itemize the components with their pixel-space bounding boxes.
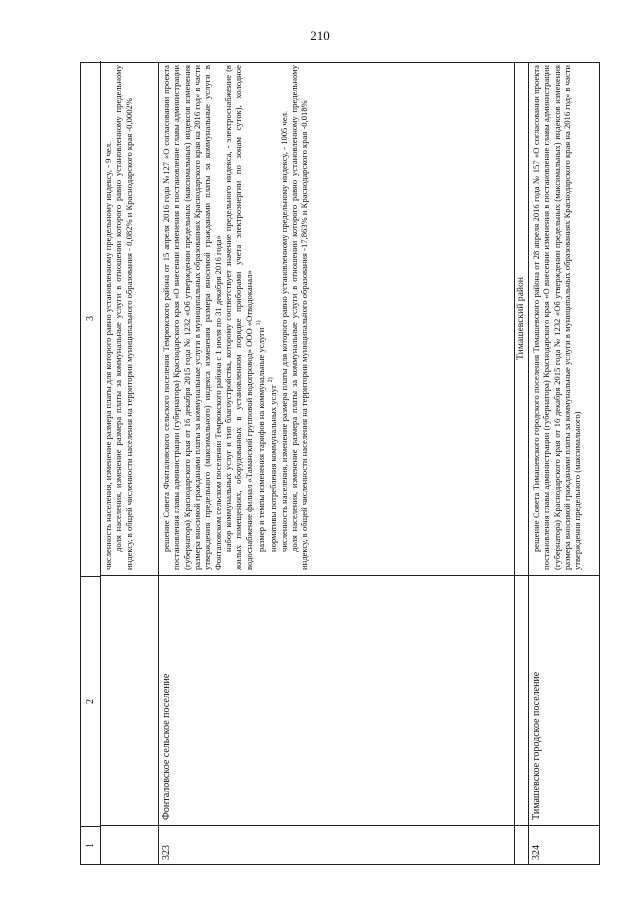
- table-header: [81, 61, 101, 864]
- settlement-name: Тимашевское городское поселение: [531, 671, 542, 820]
- settlement-name: Фонталовское сельское поселение: [161, 673, 172, 820]
- landscape-table: [80, 62, 600, 865]
- norms-label: нормативы потребления коммунальных услуг: [268, 384, 279, 552]
- table-row-continuation: [101, 61, 158, 864]
- norms-text: [266, 65, 278, 570]
- table-row-323: [159, 61, 514, 864]
- header-col-2: 2: [81, 576, 100, 826]
- decision-text: решение Совета Фонталовского сельского поселения Темрюкского района от 15 апреля 2016 года №127 «О согласовании проекта постановления главы администрации (губернатора) Краснодарского края «О внесении изменения в постановление главы администрации (губернатора) Краснодарского края от 16 декабря 2015 года № 1232 «Об утверждении предельных (максимальных) индексов изменения размера вносимой гражданами платы за коммунальные услуги в муниципальных образованиях Краснодарского края на 2016 год» в части утверждения предельного (максимального) индекса изменения размера вносимой гражданами платы за коммунальные услуги в Фонталовском сельском поселении Темрюкского района с 1 июля по 31 декабря 2016 года»: [161, 65, 223, 570]
- header-col-1: 1: [81, 826, 100, 864]
- section-title: Тимашевский район: [515, 277, 526, 360]
- services-set-text: набор коммунальных услуг и тип благоустройства, которому соответствует значение предельного индекса, - электроснабжение (в жилых помещениях, оборудованных в установленном порядке приборами учета электроэнергии по зонам суток), холодное водоснабжение филиал «Таманский групповой водопровод» ООО «Отводоканал»: [223, 65, 254, 570]
- rotated-table-wrapper: [80, 62, 600, 865]
- row-number: 323: [161, 845, 172, 860]
- header-col-3: 3: [85, 316, 96, 321]
- population-share-text: доля населения, изменение размера платы за коммунальные услуги в отношении которого равно установленному предельному индексу, в общей численности населения на территории муниципального образования -17,863% и Краснодарского края -0,018%: [288, 65, 310, 570]
- continuation-line-2: доля населения, изменение размера платы за коммунальные услуги в отношении которого равно установленному предельному индексу, в общей численности населения на территории муниципального образования - 0,082% и Краснодарского края -0,0002%: [113, 65, 134, 570]
- footnote-2: 2): [268, 377, 275, 383]
- population-text: численность населения, изменение размера платы для которого равно установленному предельному индексу, - 1005 чел.: [278, 110, 289, 552]
- row-description: [161, 65, 310, 570]
- table-row-324: [529, 61, 601, 864]
- decision-text: решение Совета Тимашевского городского поселения Тимашевского района от 28 апреля 2016 года № 157 «О согласовании проекта постановления главы администрации (губернатора) Краснодарского края «О внесении изменения в постановление главы администрации (губернатора) Краснодарского края от 16 декабря 2015 года № 1232 «Об утверждении предельных (максимальных) индексов изменения размера вносимой гражданами платы за коммунальные услуги в муниципальных образованиях Краснодарского края на 2016 год» в части утверждения предельного (максимального): [531, 65, 583, 570]
- row-number: 324: [531, 845, 542, 860]
- continuation-line-1: численность населения, изменение размера платы для которого равно установленному предельному индексу, - 9 чел.: [103, 141, 113, 570]
- page-number: 210: [310, 28, 330, 43]
- tariff-label: размер и темпы изменения тарифов на коммунальные услуги: [255, 327, 266, 552]
- tariff-text: [254, 65, 266, 570]
- row-description: [531, 65, 583, 570]
- continuation-text: [103, 65, 134, 570]
- footnote-1: 1): [256, 320, 263, 326]
